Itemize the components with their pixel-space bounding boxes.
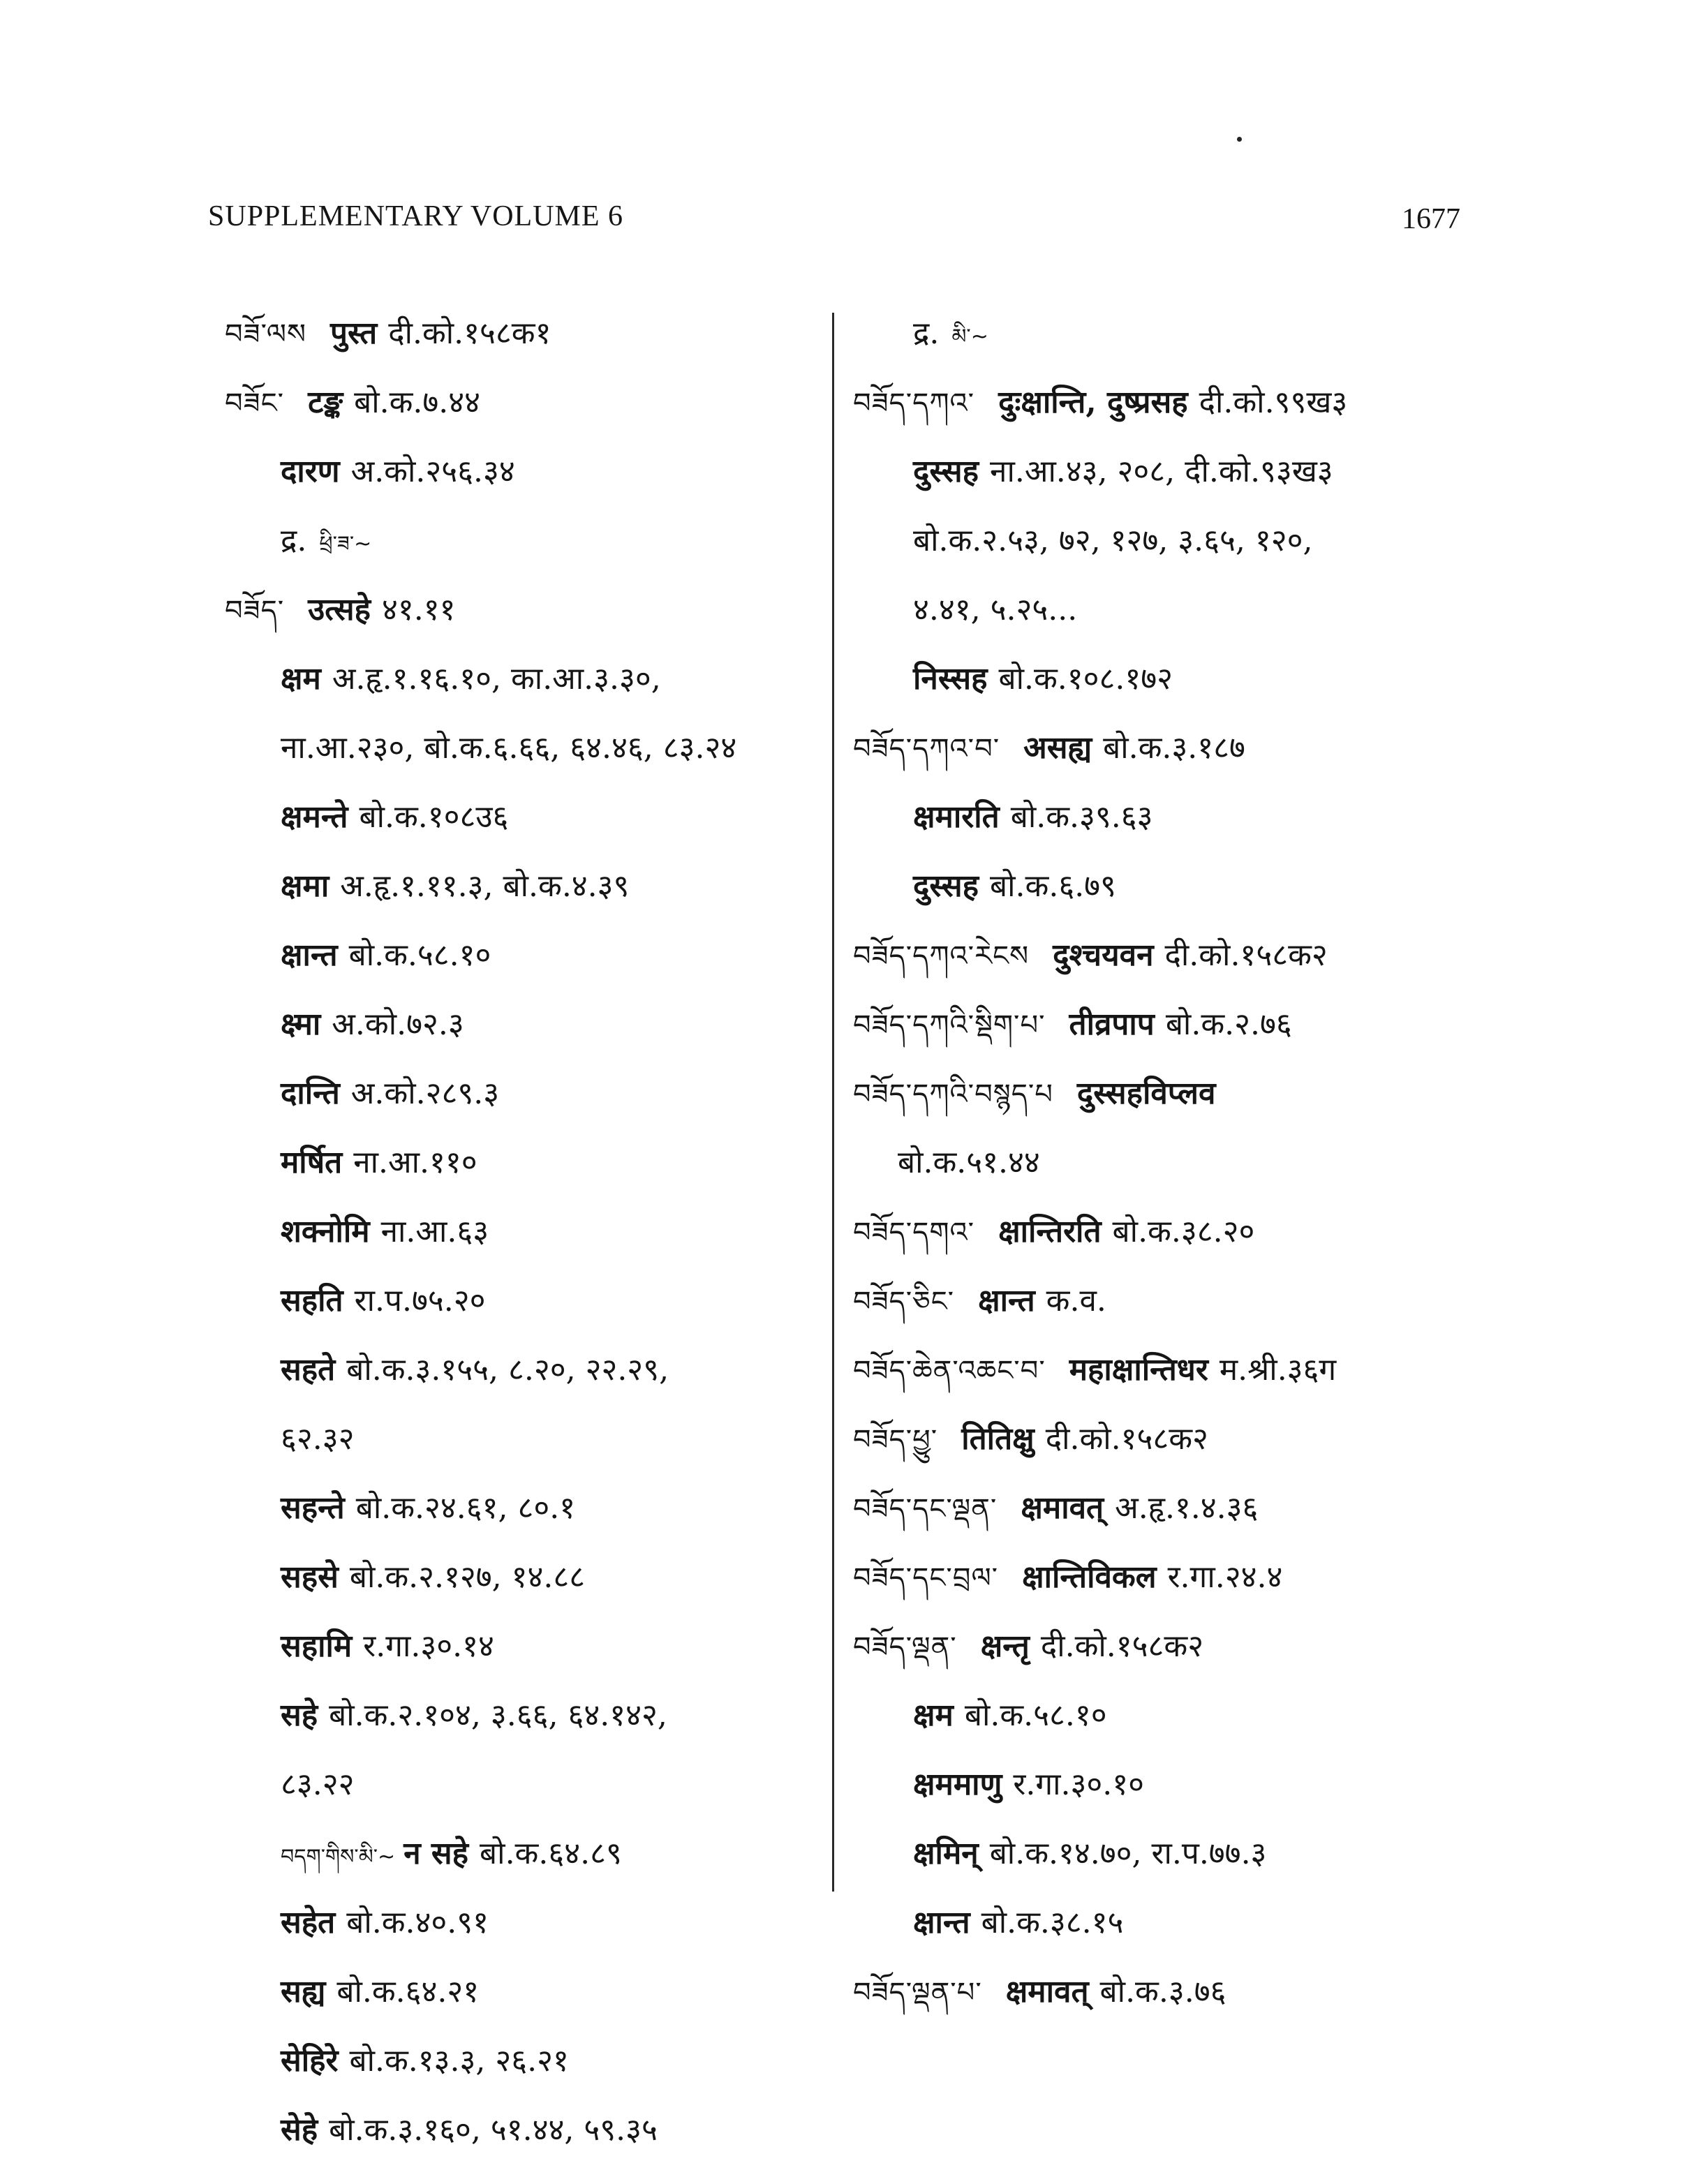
source-reference: बो.क.१४.७०, रा.प.७७.३ xyxy=(989,1836,1267,1871)
entry-line xyxy=(225,1059,825,1128)
source-reference: बो.क.२.५३, ७२, १२७, ३.६५, १२०, xyxy=(913,523,1313,558)
entry-line xyxy=(225,2026,825,2095)
entry-line xyxy=(853,1473,1481,1543)
tibetan-headword: བཟོད་དཀའ་ xyxy=(853,387,975,419)
entry-line xyxy=(225,782,825,852)
entry-line xyxy=(853,506,1481,575)
entry-line xyxy=(225,1335,825,1404)
sanskrit-equivalent: तीव्रपाप xyxy=(1069,1006,1155,1042)
source-reference: बो.क.२.१०४, ३.६६, ६४.१४२, xyxy=(329,1698,667,1733)
entry-line xyxy=(225,644,825,713)
entry-line xyxy=(853,1543,1481,1612)
entry-line xyxy=(853,1404,1481,1473)
source-reference: दी.को.१५८क१ xyxy=(388,315,551,351)
left-column xyxy=(225,299,825,2164)
column-divider xyxy=(832,313,834,1892)
sanskrit-equivalent: सहति xyxy=(281,1283,343,1318)
entry-line xyxy=(853,1750,1481,1819)
entry-line xyxy=(225,1681,825,1750)
ink-speck xyxy=(1237,137,1242,142)
sanskrit-equivalent: सेहे xyxy=(281,2112,318,2148)
entry-line xyxy=(225,1543,825,1612)
sanskrit-equivalent: क्षमावत् xyxy=(1021,1490,1104,1526)
source-reference: बो.क.३८.१५ xyxy=(981,1905,1124,1940)
entry-line xyxy=(225,1197,825,1266)
source-reference: बो.क.२४.६१, ८०.१ xyxy=(355,1490,576,1526)
sanskrit-equivalent: क्षम xyxy=(913,1698,954,1733)
sanskrit-equivalent: दुस्सहविप्लव xyxy=(1076,1076,1216,1111)
source-reference: र.गा.३०.१४ xyxy=(363,1628,494,1664)
running-head: SUPPLEMENTARY VOLUME 6 xyxy=(208,200,624,232)
source-reference: बो.क.५८.१० xyxy=(964,1698,1107,1733)
entry-line xyxy=(225,1957,825,2026)
source-reference: बो.क.३९.६३ xyxy=(1010,799,1153,835)
source-reference: बो.क.१०८उ६ xyxy=(359,799,509,835)
source-reference: ना.आ.२३०, बो.क.६.६६, ६४.४६, ८३.२४ xyxy=(281,730,737,766)
entry-line xyxy=(225,1819,825,1888)
see-reference: द्र. xyxy=(281,523,307,558)
entry-line xyxy=(853,1059,1481,1128)
source-reference: अ.को.२८९.३ xyxy=(350,1076,500,1111)
sanskrit-equivalent: क्षन्तृ xyxy=(980,1628,1030,1664)
sanskrit-equivalent: सहेत xyxy=(281,1905,336,1940)
entry-line xyxy=(225,990,825,1059)
source-reference: रा.प.७५.२० xyxy=(354,1283,486,1318)
source-reference: बो.क.२.७६ xyxy=(1165,1006,1292,1042)
source-reference: ना.आ.६३ xyxy=(380,1214,489,1249)
sanskrit-equivalent: दारण xyxy=(281,454,340,489)
source-reference: बो.क.५८.१० xyxy=(348,937,491,973)
entry-line xyxy=(853,437,1481,506)
entry-line xyxy=(225,368,825,437)
source-reference: बो.क.६.७९ xyxy=(990,868,1116,904)
source-reference: दी.को.१५८क२ xyxy=(1040,1628,1204,1664)
sanskrit-equivalent: सहते xyxy=(281,1352,336,1388)
entry-line xyxy=(853,644,1481,713)
source-reference: अ.हृ.१.११.३, बो.क.४.३९ xyxy=(340,868,630,904)
sanskrit-equivalent: क्षमावत् xyxy=(1005,1974,1089,2010)
source-reference: बो.क.१३.३, २६.२१ xyxy=(349,2043,569,2079)
tibetan-headword: བཟོད་དཀའི་སྡིག་པ་ xyxy=(853,1009,1046,1041)
sanskrit-equivalent: सहसे xyxy=(281,1559,339,1595)
source-reference: ८३.२२ xyxy=(281,1767,355,1802)
sanskrit-equivalent: निस्सह xyxy=(913,661,988,697)
source-reference: ना.आ.११० xyxy=(353,1145,477,1180)
entry-line xyxy=(225,852,825,921)
source-reference: अ.हृ.१.१६.१०, का.आ.३.३०, xyxy=(332,661,661,697)
tibetan-headword: བཟོད་ xyxy=(225,595,285,627)
source-reference: ना.आ.४३, २०८, दी.को.९३ख३ xyxy=(990,454,1333,489)
entry-line xyxy=(853,575,1481,644)
sanskrit-equivalent: तितिक्षु xyxy=(961,1421,1035,1457)
entry-line xyxy=(853,368,1481,437)
sanskrit-equivalent: क्षममाणु xyxy=(913,1767,1002,1802)
source-reference: बो.क.६४.२१ xyxy=(336,1974,480,2010)
tibetan-headword: བཟོད་དང་ལྡན་ xyxy=(853,1493,998,1525)
sanskrit-equivalent: क्षान्तिविकल xyxy=(1022,1559,1157,1595)
sanskrit-equivalent: सेहिरे xyxy=(281,2043,339,2079)
see-reference: द्र. xyxy=(913,315,940,351)
sanskrit-equivalent: पुस्त xyxy=(330,315,378,351)
entry-line xyxy=(225,506,825,575)
tibetan-headword: བཟོད་དཀའ་བ་ xyxy=(853,733,1000,765)
entry-line xyxy=(853,1612,1481,1681)
entry-line xyxy=(225,2095,825,2164)
sanskrit-equivalent: क्षान्त xyxy=(978,1283,1035,1318)
sanskrit-equivalent: उत्सहे xyxy=(308,592,371,627)
sanskrit-equivalent: क्षान्तिरति xyxy=(998,1214,1102,1249)
entry-line xyxy=(225,1128,825,1197)
entry-line xyxy=(853,1128,1481,1197)
tibetan-headword: བཟོད་ཆེན་འཆང་བ་ xyxy=(853,1355,1046,1387)
source-reference: बो.क.३.१५५, ८.२०, २२.२९, xyxy=(346,1352,669,1388)
tibetan-headword: བཟོད་ལྡན་ xyxy=(853,1631,957,1663)
source-reference: अ.हृ.१.४.३६ xyxy=(1115,1490,1259,1526)
source-reference: अ.को.२५६.३४ xyxy=(350,454,515,489)
entry-line xyxy=(225,437,825,506)
entry-line xyxy=(853,1266,1481,1335)
entry-line xyxy=(853,1888,1481,1957)
source-reference: दी.को.१५८क२ xyxy=(1045,1421,1208,1457)
sanskrit-equivalent: क्षम xyxy=(281,661,321,697)
tibetan-headword: མི་~ xyxy=(951,325,988,349)
sanskrit-equivalent: क्ष्मा xyxy=(281,1006,321,1042)
source-reference: र.गा.३०.१० xyxy=(1013,1767,1145,1802)
entry-line xyxy=(225,1750,825,1819)
entry-line xyxy=(853,852,1481,921)
sanskrit-equivalent: दान्ति xyxy=(281,1076,340,1111)
tibetan-headword: ཕྲི་ཟ་~ xyxy=(319,532,372,556)
source-reference: दी.को.१५८क२ xyxy=(1164,937,1328,973)
entry-line xyxy=(853,1681,1481,1750)
entry-line xyxy=(225,1404,825,1473)
entry-line xyxy=(853,990,1481,1059)
source-reference: दी.को.९९ख३ xyxy=(1199,385,1348,420)
sanskrit-equivalent: दुश्चयवन xyxy=(1053,937,1154,973)
sanskrit-equivalent: असह्य xyxy=(1023,730,1092,766)
entry-line xyxy=(853,1197,1481,1266)
tibetan-headword: བཟོད་དང་བྲལ་ xyxy=(853,1562,999,1594)
source-reference: र.गा.२४.४ xyxy=(1167,1559,1283,1595)
source-reference: ४.४१, ५.२५... xyxy=(913,592,1078,627)
source-reference: बो.क.३.१८७ xyxy=(1103,730,1245,766)
entry-line xyxy=(225,921,825,990)
sanskrit-equivalent: सह्य xyxy=(281,1974,326,2010)
entry-line xyxy=(853,782,1481,852)
sanskrit-equivalent: न सहे xyxy=(403,1836,469,1871)
source-reference: म.श्री.३६ग xyxy=(1219,1352,1337,1388)
entry-line xyxy=(853,921,1481,990)
sanskrit-equivalent: महाक्षान्तिधर xyxy=(1069,1352,1208,1388)
entry-line xyxy=(225,1473,825,1543)
sanskrit-equivalent: सहामि xyxy=(281,1628,353,1664)
source-reference: ४१.११ xyxy=(381,592,456,627)
source-reference: बो.क.२.१२७, १४.८८ xyxy=(349,1559,586,1595)
entry-line xyxy=(853,299,1481,368)
tibetan-headword: བཟོད་དཀའི་བསྙད་པ xyxy=(853,1078,1053,1110)
sanskrit-equivalent: सहे xyxy=(281,1698,318,1733)
source-reference: बो.क.३.१६०, ५१.४४, ५९.३५ xyxy=(329,2112,658,2148)
tibetan-headword: བཟོད་ལྡན་པ་ xyxy=(853,1977,982,2009)
source-reference: बो.क.५१.४४ xyxy=(898,1145,1040,1180)
sanskrit-equivalent: क्षमा xyxy=(281,868,329,904)
sanskrit-equivalent: क्षमारति xyxy=(913,799,1000,835)
entry-line xyxy=(853,713,1481,782)
entry-line xyxy=(225,1266,825,1335)
entry-line xyxy=(853,1335,1481,1404)
entry-line xyxy=(225,1612,825,1681)
tibetan-headword: བཟོད་ཕྱུ་ xyxy=(853,1424,938,1456)
entry-line xyxy=(853,1957,1481,2026)
sanskrit-equivalent: मर्षित xyxy=(281,1145,343,1180)
entry-line xyxy=(225,299,825,368)
sanskrit-equivalent: क्षमिन् xyxy=(913,1836,979,1871)
tibetan-headword: བཟོ་ལས xyxy=(225,318,307,350)
tibetan-headword: བཟོད་ཅིང་ xyxy=(853,1286,955,1318)
sanskrit-equivalent: क्षमन्ते xyxy=(281,799,348,835)
page-number: 1677 xyxy=(1402,203,1460,235)
tibetan-headword: བཟོད་དཀའ་རེངས xyxy=(853,940,1030,972)
source-reference: बो.क.६४.८९ xyxy=(480,1836,622,1871)
right-column xyxy=(853,299,1481,2026)
source-reference: बो.क.३८.२० xyxy=(1112,1214,1255,1249)
sanskrit-equivalent: क्षान्त xyxy=(281,937,338,973)
sanskrit-equivalent: दुःक्षान्ति, दुष्प्रसह xyxy=(998,385,1188,420)
entry-line xyxy=(225,713,825,782)
tibetan-headword: བཟོད་དགའ་ xyxy=(853,1217,975,1249)
entry-line xyxy=(225,575,825,644)
source-reference: बो.क.१०८.१७२ xyxy=(998,661,1173,697)
tibetan-headword: བཟོང་ xyxy=(225,387,285,419)
sanskrit-equivalent: क्षान्त xyxy=(913,1905,970,1940)
sanskrit-equivalent: सहन्ते xyxy=(281,1490,345,1526)
source-reference: बो.क.३.७६ xyxy=(1099,1974,1226,2010)
sanskrit-equivalent: दुस्सह xyxy=(913,454,979,489)
sanskrit-equivalent: टङ्क xyxy=(308,385,343,420)
source-reference: ६२.३२ xyxy=(281,1421,355,1457)
sanskrit-equivalent: दुस्सह xyxy=(913,868,979,904)
source-reference: बो.क.७.४४ xyxy=(354,385,481,420)
tibetan-headword: བདག་གིས་མི་~ xyxy=(281,1845,396,1869)
source-reference: अ.को.७२.३ xyxy=(332,1006,464,1042)
source-reference: बो.क.४०.९१ xyxy=(346,1905,489,1940)
source-reference: क.व. xyxy=(1046,1283,1106,1318)
entry-line xyxy=(225,1888,825,1957)
sanskrit-equivalent: शक्नोमि xyxy=(281,1214,370,1249)
entry-line xyxy=(853,1819,1481,1888)
